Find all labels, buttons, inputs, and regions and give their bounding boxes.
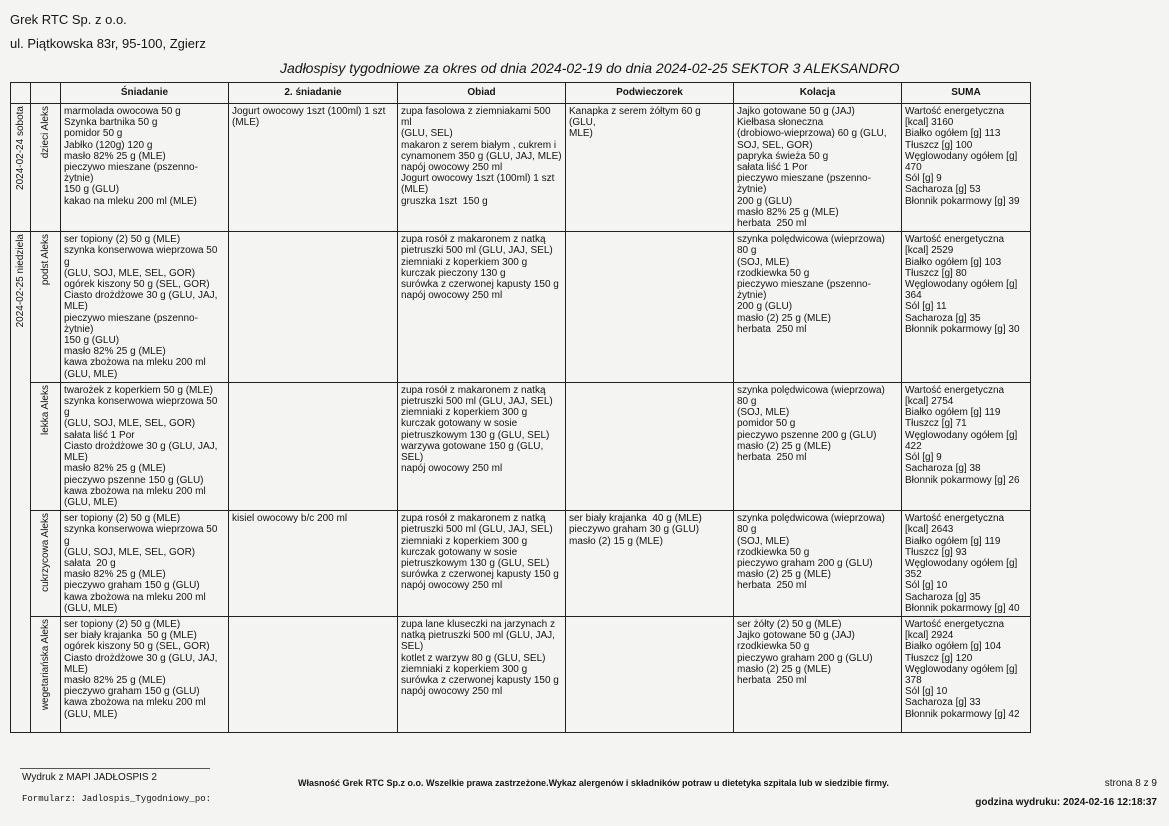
meal-text: ser topiony (2) 50 g (MLE) szynka konserwowa wieprzowa 50 g (GLU, SOJ, MLE, SEL, GOR) ogórek kiszony 50 g (SEL, GOR) Ciasto drożdżowe 30 g (GLU, JAJ, MLE) pieczywo mieszane (pszenno-żytnie) 150 g (GLU) masło 82% 25 g (MLE) kawa zbożowa na mleku 200 ml (GLU, MLE) [64,234,218,380]
meal-text: zupa rosół z makaronem z natką pietruszki 500 ml (GLU, JAJ, SEL) ziemniaki z koperkiem 300 g kurczak pieczony 130 g surówka z czerwonej kapusty 150 g napój owocowy 250 ml [401,234,559,302]
corner-cell [11,83,31,104]
diet-label: dzieci Aleks [39,106,51,159]
diet-cell [31,232,61,383]
meal-cell [734,382,902,510]
meal-cell [734,104,902,232]
diet-cell [31,616,61,732]
meal-text: zupa rosół z makaronem z natką pietruszki 500 ml (GLU, JAJ, SEL) ziemniaki z koperkiem 300 g kurczak gotowany w sosie pietruszkowym 130 g (GLU, SEL) warzywa gotowane 150 g (GLU, SEL) napój owocowy 250 ml [401,384,553,475]
meal-cell [398,616,566,732]
meal-text: ser żółty (2) 50 g (MLE) Jajko gotowane 50 g (JAJ) rzodkiewka 50 g pieczywo graham 200 g (GLU) masło (2) 25 g (MLE) herbata 250 ml [737,618,873,686]
meal-text: ser topiony (2) 50 g (MLE) szynka konserwowa wieprzowa 50 g (GLU, SOJ, MLE, SEL, GOR) sałata 20 g masło 82% 25 g (MLE) pieczywo graham 150 g (GLU) kawa zbożowa na mleku 200 ml (GLU, MLE) [64,513,218,614]
meal-cell [61,232,229,383]
meal-text: szynka polędwicowa (wieprzowa) 80 g (SOJ, MLE) rzodkiewka 50 g pieczywo mieszane (pszenno-żytnie) 200 g (GLU) masło (2) 25 g (MLE) herbata 250 ml [737,234,885,335]
page-title: Jadłospisy tygodniowe za okres od dnia 2024-02-19 do dnia 2024-02-25 SEKTOR 3 ALEKSANDRO [280,60,900,76]
menu-row [11,616,1031,732]
meal-text: Jajko gotowane 50 g (JAJ) Kiełbasa słoneczna (drobiowo-wieprzowa) 60 g (GLU, SOJ, SEL, GOR) papryka świeża 50 g sałata liść 1 Por pieczywo mieszane (pszenno-żytnie) 200 g (GLU) masło 82% 25 g (MLE) herbata 250 ml [737,106,887,230]
meal-text: twarożek z koperkiem 50 g (MLE) szynka konserwowa wieprzowa 50 g (GLU, SOJ, MLE, SEL, GOR) sałata liść 1 Por Ciasto drożdżowe 30 g (GLU, JAJ, MLE) masło 82% 25 g (MLE) pieczywo pszenne 150 g (GLU) kawa zbożowa na mleku 200 ml (GLU, MLE) [64,384,218,508]
diet-label: cukrzycowa Aleks [39,513,51,593]
nutrition-summary-text: Wartość energetyczna [kcal] 2529 Białko ogółem [g] 103 Tłuszcz [g] 80 Węglowodany ogółem [g] 364 Sól [g] 11 Sacharoza [g] 35 Błonnik pokarmowy [g] 30 [905,234,1020,335]
nutrition-summary-cell [902,382,1031,510]
header-row [11,83,1031,104]
column-header: 2. śniadanie [229,83,398,104]
column-header: Podwieczorek [566,83,734,104]
print-time: godzina wydruku: 2024-02-16 12:18:37 [975,797,1157,808]
meal-cell [566,104,734,232]
company-address: ul. Piątkowska 83r, 95-100, Zgierz [10,36,206,51]
nutrition-summary-cell [902,616,1031,732]
diet-cell [31,382,61,510]
meal-cell [398,382,566,510]
diet-cell [31,104,61,232]
meal-text: szynka polędwicowa (wieprzowa) 80 g (SOJ, MLE) pomidor 50 g pieczywo pszenne 200 g (GLU) masło (2) 25 g (MLE) herbata 250 ml [737,384,885,464]
weekly-menu-table [10,82,1031,733]
nutrition-summary-text: Wartość energetyczna [kcal] 3160 Białko ogółem [g] 113 Tłuszcz [g] 100 Węglowodany ogółem [g] 470 Sól [g] 9 Sacharoza [g] 53 Błonnik pokarmowy [g] 39 [905,106,1020,207]
menu-row [11,232,1031,383]
meal-text: Jogurt owocowy 1szt (100ml) 1 szt (MLE) [232,106,386,129]
meal-cell [566,232,734,383]
diet-label: wegetariańska Aleks [39,618,51,711]
meal-text: ser topiony (2) 50 g (MLE) ser biały krajanka 50 g (MLE) ogórek kiszony 50 g (SEL, GOR) Ciasto drożdżowe 30 g (GLU, JAJ, MLE) masło 82% 25 g (MLE) pieczywo graham 150 g (GLU) kawa zbożowa na mleku 200 ml (GLU, MLE) [64,618,218,720]
menu-row [11,104,1031,232]
meal-cell [229,104,398,232]
meal-cell [229,511,398,617]
date-cell [11,232,31,733]
nutrition-summary-text: Wartość energetyczna [kcal] 2924 Białko ogółem [g] 104 Tłuszcz [g] 120 Węglowodany ogółem [g] 378 Sól [g] 10 Sacharoza [g] 33 Błonnik pokarmowy [g] 42 [905,618,1020,720]
meal-cell [566,511,734,617]
corner-cell [31,83,61,104]
nutrition-summary-cell [902,232,1031,383]
footer-divider [20,768,210,769]
meal-text: kisiel owocowy b/c 200 ml [232,513,348,525]
nutrition-summary-text: Wartość energetyczna [kcal] 2643 Białko ogółem [g] 119 Tłuszcz [g] 93 Węglowodany ogółem [g] 352 Sól [g] 10 Sacharoza [g] 35 Błonnik pokarmowy [g] 40 [905,513,1020,614]
nutrition-summary-text: Wartość energetyczna [kcal] 2754 Białko ogółem [g] 119 Tłuszcz [g] 71 Węglowodany ogółem [g] 422 Sól [g] 9 Sacharoza [g] 38 Błonnik pokarmowy [g] 26 [905,384,1020,486]
meal-cell [398,232,566,383]
footer-source: Wydruk z MAPI JADŁOSPIS 2 [22,772,157,783]
meal-cell [61,104,229,232]
meal-cell [61,511,229,617]
meal-text: szynka polędwicowa (wieprzowa) 80 g (SOJ, MLE) rzodkiewka 50 g pieczywo graham 200 g (GLU) masło (2) 25 g (MLE) herbata 250 ml [737,513,885,592]
meal-cell [229,382,398,510]
meal-cell [566,616,734,732]
column-header: Obiad [398,83,566,104]
meal-text: ser biały krajanka 40 g (MLE) pieczywo graham 30 g (GLU) masło (2) 15 g (MLE) [569,513,702,547]
meal-text: zupa fasolowa z ziemniakami 500 ml (GLU, SEL) makaron z serem białym , cukrem i cynamonem 350 g (GLU, JAJ, MLE) napój owocowy 250 ml Jogurt owocowy 1szt (100ml) 1 szt (MLE) gruszka 1szt 150 g [401,106,562,207]
meal-cell [734,232,902,383]
date-cell [11,104,31,232]
nutrition-summary-cell [902,511,1031,617]
meal-text: zupa lane kluseczki na jarzynach z natką pietruszki 500 ml (GLU, JAJ, SEL) kotlet z warzyw 80 g (GLU, SEL) ziemniaki z koperkiem 300 g surówka z czerwonej kapusty 150 g napój owocowy 250 ml [401,618,559,698]
meal-cell [398,104,566,232]
company-name: Grek RTC Sp. z o.o. [10,12,127,27]
menu-row [11,511,1031,617]
meal-cell [229,616,398,732]
meal-cell [398,511,566,617]
diet-label: podst Aleks [39,234,51,286]
meal-cell [61,616,229,732]
page-number: strona 8 z 9 [1104,778,1157,789]
footer-form: Formularz: Jadlospis_Tygodniowy_po: [22,794,212,804]
column-header: SUMA [902,83,1031,104]
footer-ownership: Własność Grek RTC Sp.z o.o. Wszelkie prawa zastrzeżone.Wykaz alergenów i składników potraw u dietetyka szpitala lub w siedzibie firmy. [298,778,889,788]
meal-cell [229,232,398,383]
column-header: Kolacja [734,83,902,104]
meal-cell [61,382,229,510]
diet-label: lekka Aleks [39,384,51,435]
meal-text: Kanapka z serem żółtym 60 g (GLU, MLE) [569,106,701,140]
column-header: Śniadanie [61,83,229,104]
diet-cell [31,511,61,617]
nutrition-summary-cell [902,104,1031,232]
menu-row [11,382,1031,510]
date-label: 2024-02-25 niedziela [14,234,26,328]
company-header [10,8,206,56]
meal-text: marmolada owocowa 50 g Szynka bartnika 50 g pomidor 50 g Jabłko (120g) 120 g masło 82% 25 g (MLE) pieczywo mieszane (pszenno-żytnie) 150 g (GLU) kakao na mleku 200 ml (MLE) [64,106,198,207]
date-label: 2024-02-24 sobota [14,106,26,190]
meal-text: zupa rosół z makaronem z natką pietruszki 500 ml (GLU, JAJ, SEL) ziemniaki z koperkiem 300 g kurczak gotowany w sosie pietruszkowym 130 g (GLU, SEL) surówka z czerwonej kapusty 150 g napój owocowy 250 ml [401,513,559,592]
meal-cell [734,511,902,617]
meal-cell [566,382,734,510]
meal-cell [734,616,902,732]
